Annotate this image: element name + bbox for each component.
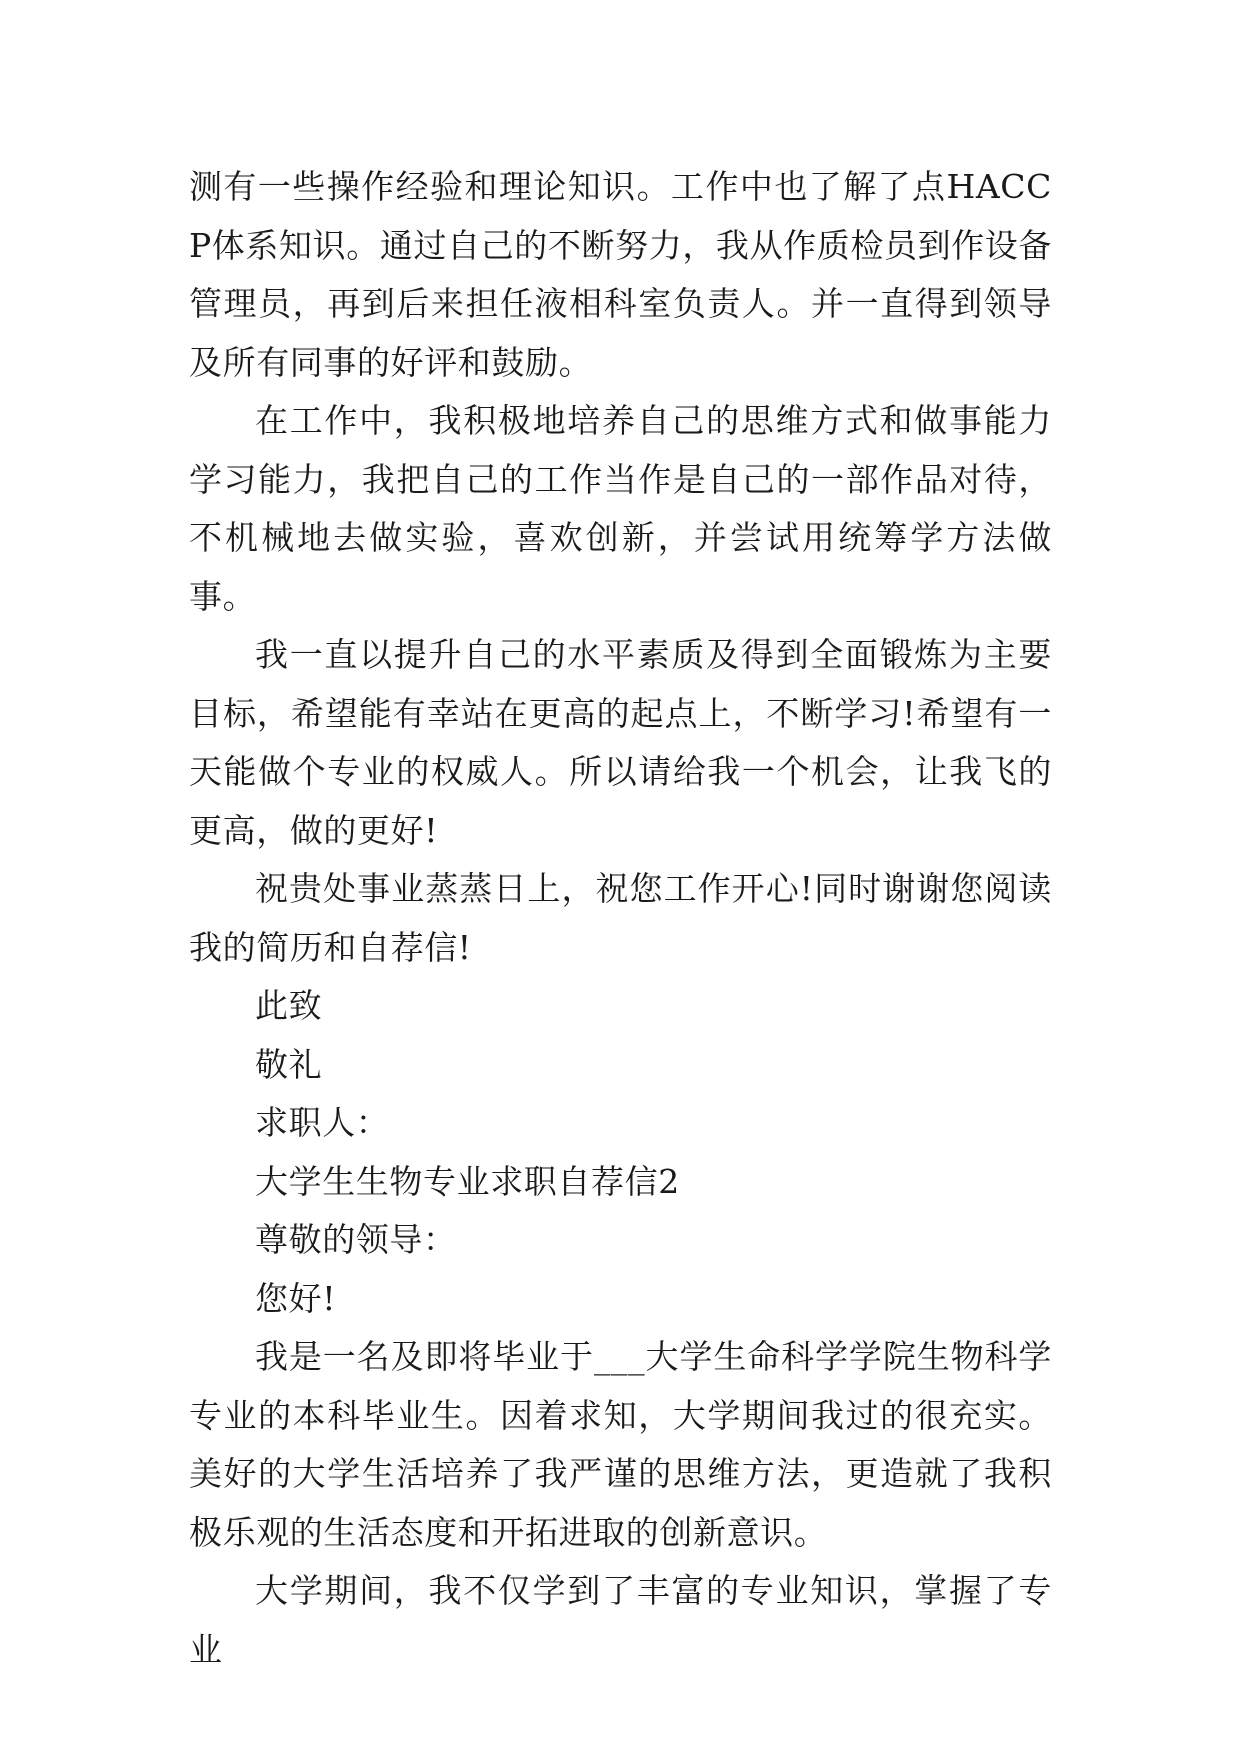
document-body (189, 158, 1052, 1679)
letter2-paragraph-intro: 我是一名及即将毕业于___大学生命科学学院生物科学专业的本科毕业生。因着求知，大学期间我过的很充实。美好的大学生活培养了我严谨的思维方法，更造就了我积极乐观的生活态度和开拓进取的创新意识。 (189, 1337, 1052, 1552)
letter2-title: 大学生生物专业求职自荐信2 (255, 1161, 680, 1201)
signature-label: 求职人： (255, 1103, 390, 1142)
paragraph-goals: 我一直以提升自己的水平素质及得到全面锻炼为主要目标，希望能有幸站在更高的起点上，不断学习!希望有一天能做个专业的权威人。所以请给我一个机会，让我飞的更高，做的更好! (189, 635, 1052, 850)
paragraph-experience: 测有一些操作经验和理论知识。工作中也了解了点HACCP体系知识。通过自己的不断努力，我从作质检员到作设备管理员，再到后来担任液相科室负责人。并一直得到领导及所有同事的好评和鼓励。 (189, 167, 1052, 382)
paragraph-work-attitude: 在工作中，我积极地培养自己的思维方式和做事能力学习能力，我把自己的工作当作是自己的一部作品对待，不机械地去做实验，喜欢创新，并尝试用统筹学方法做事。 (189, 401, 1052, 616)
closing-line-2: 敬礼 (255, 1044, 323, 1084)
letter2-salutation: 尊敬的领导： (255, 1220, 457, 1259)
letter2-paragraph-study: 大学期间，我不仅学到了丰富的专业知识，掌握了专业 (189, 1571, 1052, 1669)
closing-line-1: 此致 (255, 986, 323, 1025)
letter2-greeting: 您好! (255, 1278, 337, 1318)
paragraph-wishes: 祝贵处事业蒸蒸日上，祝您工作开心!同时谢谢您阅读我的简历和自荐信! (189, 869, 1052, 967)
